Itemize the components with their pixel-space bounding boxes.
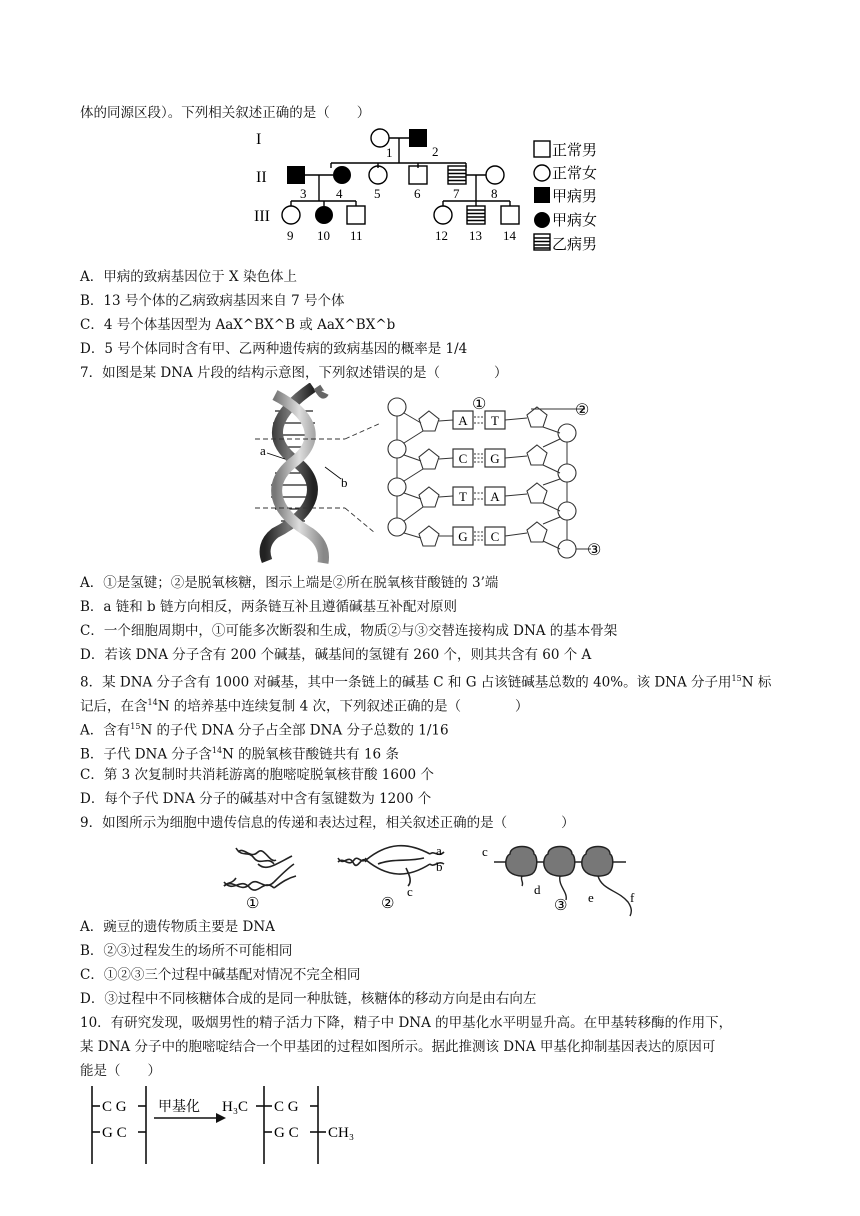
base-left-4: G bbox=[458, 529, 468, 544]
q8-option-a-text: A．含有 bbox=[80, 722, 131, 739]
q9-option-a: A．豌豆的遗传物质主要是 DNA bbox=[80, 919, 275, 935]
ind-number: 3 bbox=[300, 186, 307, 201]
q9-option-d: D．③过程中不同核糖体合成的是同一种肽链，核糖体的移动方向是由右向左 bbox=[80, 991, 537, 1007]
ind-number: 1 bbox=[386, 145, 393, 160]
q6-option-d: D．5 号个体同时含有甲、乙两种遗传病的致病基因的概率是 1/4 bbox=[80, 341, 468, 357]
q8-option-a bbox=[80, 718, 449, 740]
process-label-1: ① bbox=[246, 896, 260, 912]
base-right-4: C bbox=[490, 529, 500, 544]
base-pair-gc: G C bbox=[102, 1125, 127, 1141]
methyl-group-left: H₃C bbox=[222, 1099, 249, 1115]
q7-option-c: C．一个细胞周期中，①可能多次断裂和生成，物质②与③交替连接构成 DNA 的基本骨架 bbox=[80, 623, 618, 639]
q6-option-a: A．甲病的致病基因位于 X 染色体上 bbox=[80, 269, 297, 285]
label-3: ③ bbox=[587, 542, 602, 559]
strand-label-a: a bbox=[260, 443, 266, 458]
q8-stem-2a: 记后，在含 bbox=[80, 698, 148, 715]
methyl-group-right: CH₃ bbox=[328, 1125, 355, 1141]
ind-number: 12 bbox=[435, 228, 448, 243]
legend-b-male: 乙病男 bbox=[552, 237, 598, 253]
q10-stem-line3: 能是（ ） bbox=[80, 1063, 161, 1079]
dna-structure-figure bbox=[255, 383, 615, 568]
q6-option-c: C．4 号个体基因型为 AaX^BX^B 或 AaX^BX^b bbox=[80, 317, 396, 333]
label-d: d bbox=[534, 882, 541, 897]
methylation-arrow-label: 甲基化 bbox=[158, 1100, 200, 1115]
gen-label-3: III bbox=[254, 208, 270, 225]
legend-a-male: 甲病男 bbox=[552, 189, 598, 205]
process-label-2: ② bbox=[381, 896, 395, 912]
q8-stem-1a: 8．某 DNA 分子含有 1000 对碱基，其中一条链上的碱基 C 和 G 占该链碱基总数的 40%。该 DNA 分子用 bbox=[80, 674, 732, 691]
base-right-2: G bbox=[490, 451, 500, 466]
base-pair-gc-methylated: G C bbox=[274, 1125, 299, 1141]
q8-option-b-text: B．子代 DNA 分子含 bbox=[80, 746, 212, 763]
q9-option-b: B．②③过程发生的场所不可能相同 bbox=[80, 943, 293, 959]
label-a: a bbox=[436, 843, 442, 858]
q8-option-a-text2: N 的子代 DNA 分子占全部 DNA 分子总数的 1/16 bbox=[140, 722, 449, 739]
q10-stem-line1: 10．有研究发现，吸烟男性的精子活力下降，精子中 DNA 的甲基化水平明显升高。在甲基转移酶的作用下， bbox=[80, 1015, 733, 1031]
q8-option-c: C．第 3 次复制时共消耗游离的胞嘧啶脱氧核苷酸 1600 个 bbox=[80, 767, 434, 783]
gen-label-1: I bbox=[256, 131, 262, 148]
legend-normal-male: 正常男 bbox=[552, 143, 598, 159]
base-left-3: T bbox=[459, 489, 467, 504]
legend-a-female: 甲病女 bbox=[552, 213, 598, 229]
label-b: b bbox=[436, 859, 443, 874]
superscript-14: 14 bbox=[211, 746, 223, 755]
q8-stem-1b: N 标 bbox=[741, 674, 772, 691]
q8-option-b-text2: N 的脱氧核苷酸链共有 16 条 bbox=[222, 746, 399, 763]
ind-number: 4 bbox=[336, 186, 343, 201]
methylation-figure bbox=[84, 1080, 384, 1170]
ind-number: 10 bbox=[317, 228, 330, 243]
question-intro-tail: 体的同源区段）。下列相关叙述正确的是（ ） bbox=[80, 105, 371, 121]
q9-option-c: C．①②③三个过程中碱基配对情况不完全相同 bbox=[80, 967, 361, 983]
q7-option-b: B．a 链和 b 链方向相反，两条链互补且遵循碱基互补配对原则 bbox=[80, 599, 457, 615]
ind-number: 8 bbox=[491, 186, 498, 201]
q7-stem: 7．如图是某 DNA 片段的结构示意图，下列叙述错误的是（ ） bbox=[80, 365, 508, 381]
label-e: e bbox=[588, 890, 594, 905]
base-pair-cg-methylated: C G bbox=[274, 1099, 299, 1115]
strand-label-b: b bbox=[341, 475, 348, 490]
gene-expression-figure bbox=[218, 838, 648, 918]
superscript-15: 15 bbox=[731, 674, 742, 683]
base-left-2: C bbox=[458, 451, 468, 466]
q7-option-a: A．①是氢键；②是脱氧核糖，图示上端是②所在脱氧核苷酸链的 3’端 bbox=[80, 575, 499, 591]
superscript-15: 15 bbox=[130, 722, 141, 731]
q8-option-b bbox=[80, 742, 399, 764]
superscript-14: 14 bbox=[147, 698, 158, 707]
gen-label-2: II bbox=[256, 169, 267, 186]
q8-option-d: D．每个子代 DNA 分子的碱基对中含有氢键数为 1200 个 bbox=[80, 791, 432, 807]
label-c-transcription: c bbox=[407, 884, 413, 899]
label-1: ① bbox=[472, 396, 487, 413]
q6-option-b: B．13 号个体的乙病致病基因来自 7 号个体 bbox=[80, 293, 345, 309]
label-f: f bbox=[630, 890, 635, 905]
pedigree-chart bbox=[250, 124, 610, 254]
ind-number: 11 bbox=[350, 228, 363, 243]
q8-stem-2b: N 的培养基中连续复制 4 次，下列叙述正确的是（ ） bbox=[157, 698, 529, 715]
base-left-1: A bbox=[458, 413, 468, 428]
ind-number: 9 bbox=[287, 228, 294, 243]
q9-stem: 9．如图所示为细胞中遗传信息的传递和表达过程，相关叙述正确的是（ ） bbox=[80, 815, 575, 831]
label-2: ② bbox=[575, 402, 590, 419]
q8-stem-line1 bbox=[80, 670, 771, 692]
ind-number: 13 bbox=[469, 228, 482, 243]
base-pair-cg: C G bbox=[102, 1099, 127, 1115]
legend-normal-female: 正常女 bbox=[552, 166, 598, 182]
label-c-translation: c bbox=[482, 844, 488, 859]
ind-number: 2 bbox=[432, 144, 439, 159]
q10-stem-line2: 某 DNA 分子中的胞嘧啶结合一个甲基团的过程如图所示。据此推测该 DNA 甲基化抑制基因表达的原因可 bbox=[80, 1039, 716, 1055]
base-right-3: A bbox=[490, 489, 500, 504]
ind-number: 5 bbox=[374, 186, 381, 201]
process-label-3: ③ bbox=[554, 898, 568, 914]
ind-number: 14 bbox=[503, 228, 516, 243]
q7-option-d: D．若该 DNA 分子含有 200 个碱基，碱基间的氢键有 260 个，则其共含有 60 个 A bbox=[80, 647, 592, 663]
ind-number: 6 bbox=[414, 186, 421, 201]
ind-number: 7 bbox=[453, 186, 460, 201]
base-right-1: T bbox=[491, 413, 499, 428]
q8-stem-line2 bbox=[80, 694, 528, 716]
